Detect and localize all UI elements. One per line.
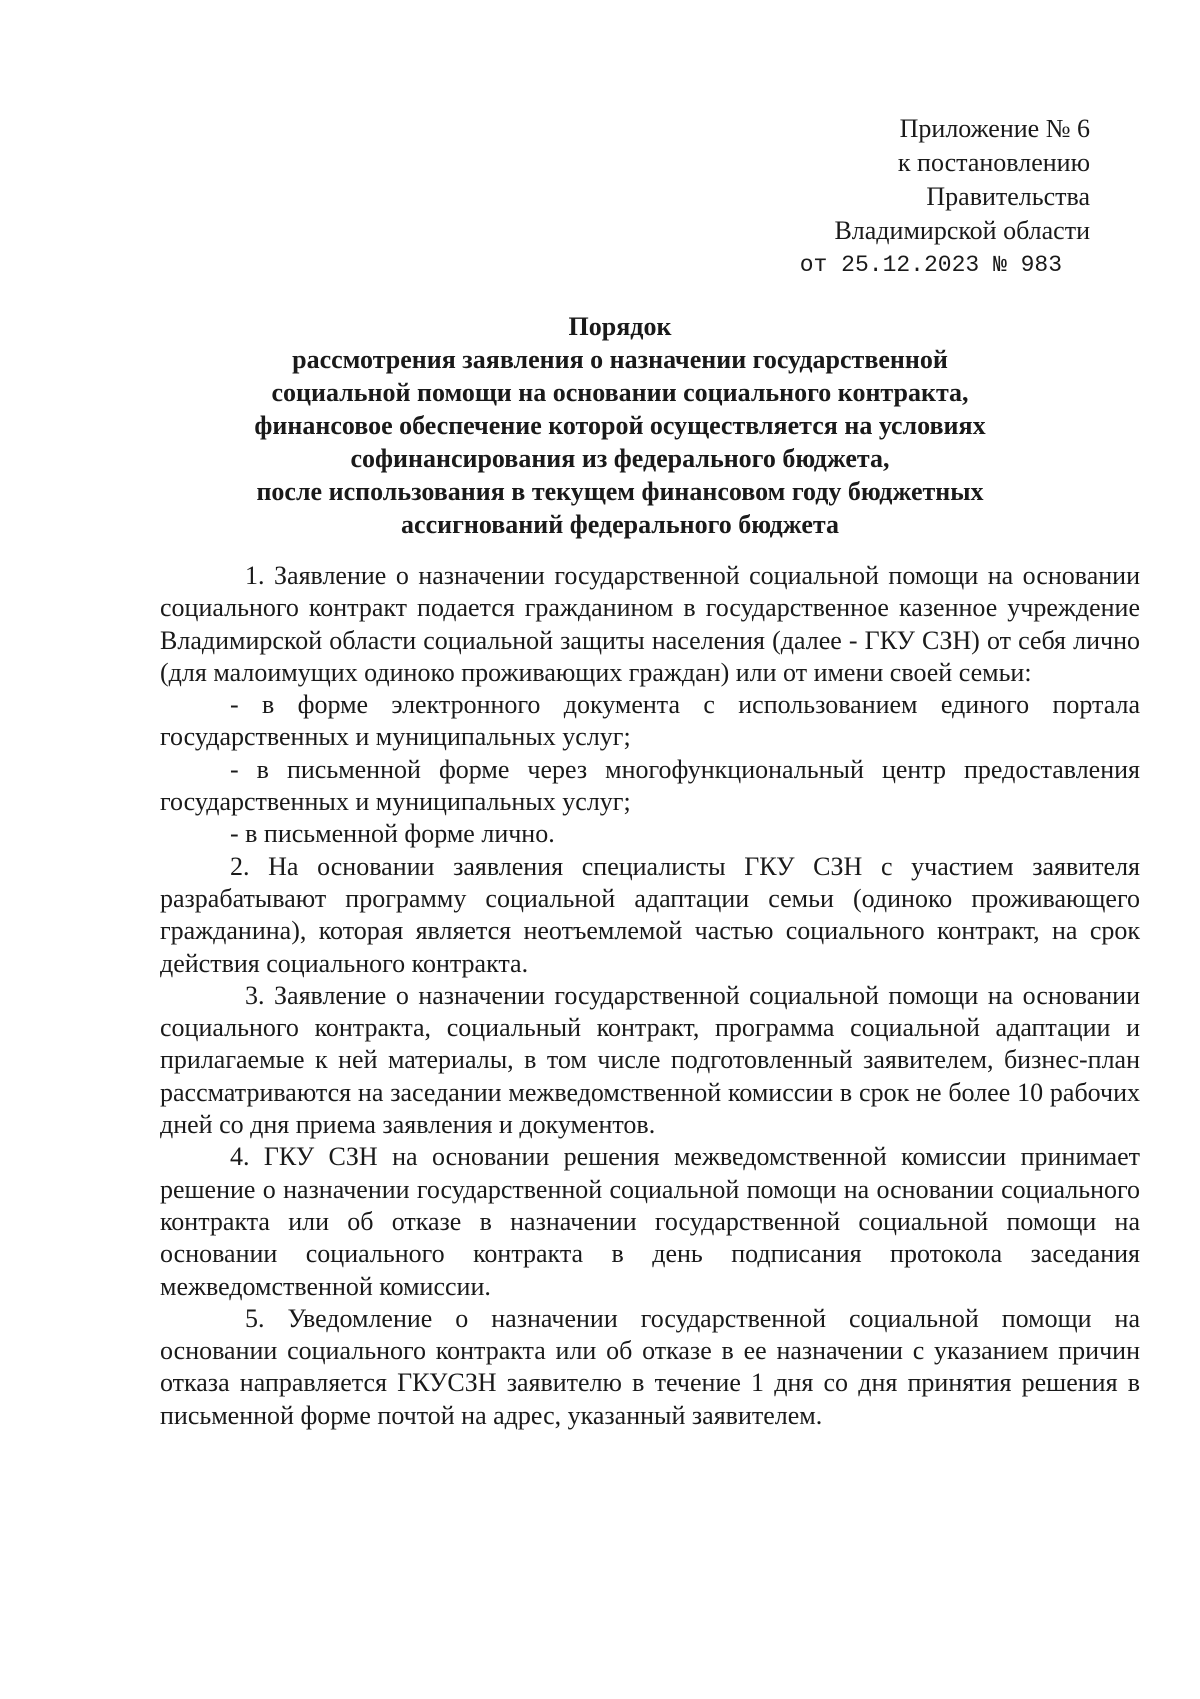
paragraph-5: 5. Уведомление о назначении государственной социальной помощи на основании социального контракта или об отказе в ее назначении с указанием причин отказа направляется ГКУСЗН заявителю в течение 1 дня со дня принятия решения в письменной форме почтой на адрес, указанный заявителем. [160,1303,1140,1430]
appendix-region: Владимирской области [834,216,1090,245]
appendix-government: Правительства [926,182,1090,211]
title-line: финансовое обеспечение которой осуществляется на условиях [254,411,986,440]
paragraph-1-option-mfc: - в письменной форме через многофункциональный центр предоставления государственных и муниципальных услуг; [160,754,1140,817]
paragraph-2: 2. На основании заявления специалисты ГКУ СЗН с участием заявителя разрабатывают программу социальной адаптации семьи (одиноко проживающего гражданина), которая является неотъемлемой частью социального контракт, на срок действия социального контракта. [160,851,1140,978]
appendix-header [670,112,1090,282]
appendix-resolution-ref: к постановлению [897,148,1090,177]
appendix-date-number: от 25.12.2023 № 983 [799,252,1062,278]
title-line: софинансирования из федерального бюджета, [350,444,890,473]
title-line: рассмотрения заявления о назначении государственной [292,345,948,374]
paragraph-1-option-personal: - в письменной форме лично. [230,819,555,849]
paragraph-3: 3. Заявление о назначении государственной социальной помощи на основании социального контракта, социальный контракт, программа социальной адаптации и прилагаемые к ней материалы, в том числе подготовленный заявителем, бизнес-план рассматриваются на заседании межведомственной комиссии в срок не более 10 рабочих дней со дня приема заявления и документов. [160,980,1140,1140]
paragraph-4: 4. ГКУ СЗН на основании решения межведомственной комиссии принимает решение о назначении государственной социальной помощи на основании социального контракта или об отказе в назначении государственной социальной помощи на основании социального контракта в день подписания протокола заседания межведомственной комиссии. [160,1142,1140,1301]
document-body [160,560,1140,1432]
title-line: социальной помощи на основании социального контракта, [271,378,969,407]
paragraph-1: 1. Заявление о назначении государственной социальной помощи на основании социального контракт подается гражданином в государственное казенное учреждение Владимирской области социальной защиты населения (далее - ГКУ СЗН) от себя лично (для малоимущих одиноко проживающих граждан) или от имени своей семьи: [160,561,1140,687]
title-heading: Порядок [568,312,672,341]
document-title [200,310,1040,541]
paragraph-1-option-electronic: - в форме электронного документа с использованием единого портала государственных и муниципальных услуг; [160,690,1140,752]
title-line: после использования в текущем финансовом году бюджетных [256,477,984,506]
appendix-number: Приложение № 6 [899,114,1090,143]
title-line: ассигнований федерального бюджета [401,510,839,539]
